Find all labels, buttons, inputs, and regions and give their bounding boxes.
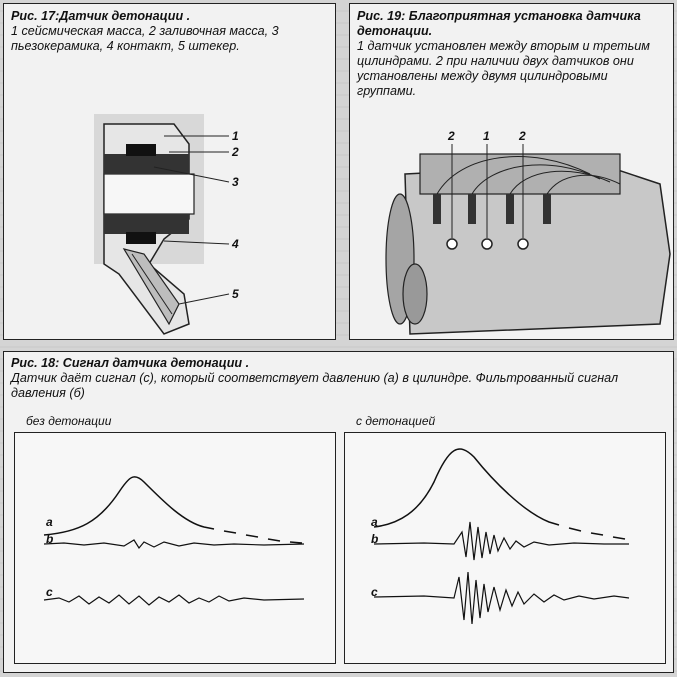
- figure-17-title: Рис. 17:Датчик детонации .: [11, 9, 191, 23]
- right-trace-b: [374, 522, 629, 560]
- figure-19-title-line1: Рис. 19: Благоприятная установка датчика: [357, 9, 641, 23]
- figure-18-panel: [3, 351, 674, 673]
- fig19-callout-right-2: 2: [519, 129, 526, 143]
- left-trace-b: [44, 540, 304, 548]
- fig19-callout-left-2: 2: [448, 129, 455, 143]
- left-trace-a: [44, 477, 302, 543]
- figure-19-caption-line4: группами.: [357, 84, 417, 98]
- figure-17-panel: [3, 3, 336, 340]
- left-trace-label-a: a: [46, 515, 53, 529]
- figure-18-title: Рис. 18: Сигнал датчика детонации .: [11, 356, 250, 370]
- figure-18-caption-line2: давления (б): [11, 386, 85, 400]
- figure-17-caption-line2: пьезокерамика, 4 контакт, 5 штекер.: [11, 39, 240, 53]
- left-trace-c: [44, 595, 304, 605]
- knock-signal-traces: [4, 352, 674, 673]
- right-trace-label-a: a: [371, 515, 378, 529]
- fig17-callout-4: 4: [232, 237, 239, 251]
- right-plot-label: с детонацией: [356, 414, 436, 428]
- figure-19-panel: [349, 3, 674, 340]
- fig17-callout-1: 1: [232, 129, 239, 143]
- figure-19-caption-line2: цилиндрами. 2 при наличии двух датчиков они: [357, 54, 634, 68]
- fig17-callout-3: 3: [232, 175, 239, 189]
- left-plot-label: без детонации: [26, 414, 112, 428]
- left-trace-label-b: b: [46, 532, 54, 546]
- knock-sensor-drawing: [4, 4, 336, 340]
- engine-block-drawing: [350, 4, 674, 340]
- fig17-callout-5: 5: [232, 287, 239, 301]
- figure-18-caption-line1: Датчик даёт сигнал (c), который соответствует давлению (a) в цилиндре. Фильтрованный сигнал: [11, 371, 619, 385]
- fig17-callout-2: 2: [232, 145, 239, 159]
- fig19-callout-1: 1: [483, 129, 490, 143]
- figure-17-caption-line1: 1 сейсмическая масса, 2 заливочная масса, 3: [11, 24, 279, 38]
- figure-19-title-line2: детонации.: [357, 24, 433, 38]
- right-trace-c: [374, 572, 629, 624]
- right-trace-label-b: b: [371, 532, 379, 546]
- figure-19-caption-line1: 1 датчик установлен между вторым и третьим: [357, 39, 650, 53]
- right-trace-label-c: c: [371, 585, 378, 599]
- figure-19-caption-line3: установлены между двумя цилиндровыми: [357, 69, 608, 83]
- left-trace-label-c: c: [46, 585, 53, 599]
- right-trace-a: [374, 449, 625, 539]
